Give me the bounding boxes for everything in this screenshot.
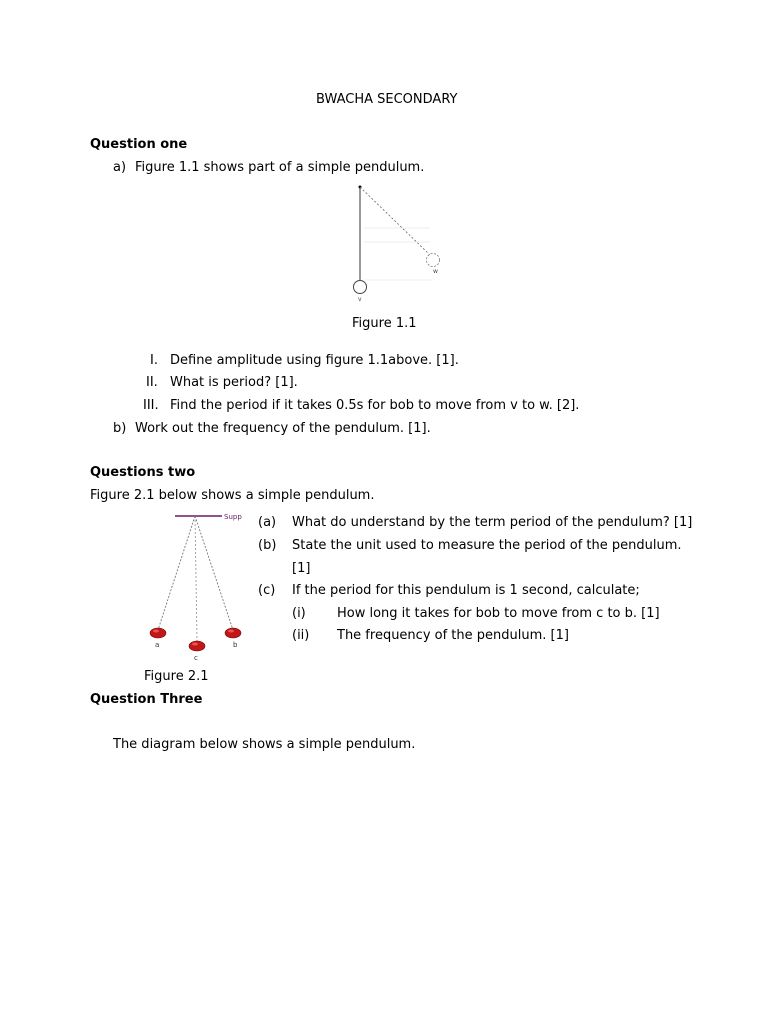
bob-at-v [354,281,367,294]
q2-subitem-marker: (ii) [292,628,310,643]
label-v: v [358,296,362,303]
figure-1-1-pendulum [340,180,450,305]
q1-item-marker: I. [150,353,158,368]
figure-2-1-pendulum [145,508,255,663]
label-w: w [433,268,438,275]
q1-item-text: What is period? [1]. [170,375,298,390]
bob-b [225,628,241,638]
label-b: b [233,641,238,649]
q1-part-b-text: Work out the frequency of the pendulum. [1]. [135,421,431,436]
q1-item-marker: II. [146,375,158,390]
bob-c-highlight [192,643,198,646]
bob-at-w [427,254,440,267]
q2-item-marker: (a) [258,515,277,530]
q1-item-text: Find the period if it takes 0.5s for bob to move from v to w. [2]. [170,398,580,413]
string-to-b [195,516,233,630]
label-a: a [155,641,160,649]
q2-item-text: State the unit used to measure the period of the pendulum. [292,538,682,553]
bob-c [189,641,205,651]
bob-a-highlight [153,630,159,633]
q2-item-text: If the period for this pendulum is 1 second, calculate; [292,583,640,598]
q2-intro: Figure 2.1 below shows a simple pendulum. [90,488,375,503]
question-three-heading: Question Three [90,692,203,707]
q1-part-a-marker: a) [113,160,127,175]
support-label: Supp [224,513,242,521]
string-to-c [195,516,197,642]
figure-1-1-caption: Figure 1.1 [352,316,417,331]
q1-item-marker: III. [143,398,159,413]
q2-subitem-text: How long it takes for bob to move from c to b. [1] [337,606,660,621]
q1-part-b-marker: b) [113,421,127,436]
q2-item-text: What do understand by the term period of the pendulum? [1] [292,515,693,530]
q2-item-text: [1] [292,561,311,576]
q1-item-text: Define amplitude using figure 1.1above. [1]. [170,353,459,368]
question-two-heading: Questions two [90,465,196,480]
q2-item-marker: (c) [258,583,276,598]
q2-subitem-marker: (i) [292,606,306,621]
figure-2-1-caption: Figure 2.1 [144,669,209,684]
q2-item-marker: (b) [258,538,277,553]
bob-b-highlight [228,630,234,633]
pendulum-string-w [360,187,430,255]
q2-subitem-text: The frequency of the pendulum. [1] [337,628,569,643]
q3-text: The diagram below shows a simple pendulum. [113,737,416,752]
question-one-heading: Question one [90,137,188,152]
label-c: c [194,654,198,662]
bob-a [150,628,166,638]
q1-part-a-text: Figure 1.1 shows part of a simple pendulum. [135,160,425,175]
string-to-a [158,516,195,630]
school-title: BWACHA SECONDARY [316,92,458,107]
